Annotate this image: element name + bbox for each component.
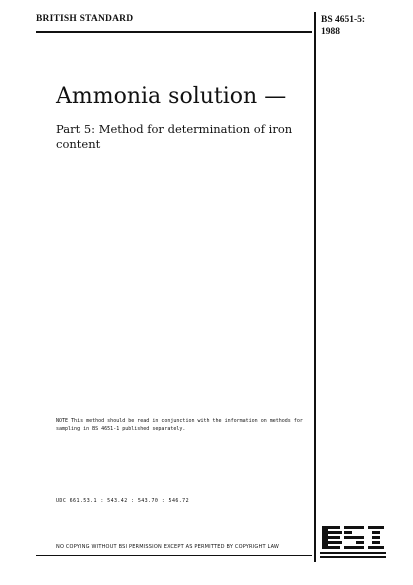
- bsi-logo: [320, 520, 386, 560]
- vertical-divider: [314, 12, 316, 562]
- udc-classification: UDC 661.53.1 : 543.42 : 543.70 : 546.72: [56, 498, 189, 504]
- document-subtitle: Part 5: Method for determination of iron content: [56, 122, 293, 151]
- standard-label: BRITISH STANDARD: [36, 14, 134, 24]
- bottom-divider: [36, 555, 312, 556]
- copyright-notice: NO COPYING WITHOUT BSI PERMISSION EXCEPT AS PERMITTED BY COPYRIGHT LAW: [56, 544, 280, 550]
- note-text: NOTE This method should be read in conjunction with the information on methods for sampling in BS 4651-1 published separately.: [56, 418, 303, 432]
- top-divider: [36, 31, 312, 33]
- document-title: Ammonia solution —: [56, 84, 287, 109]
- standard-number: BS 4651-5: 1988: [321, 15, 366, 37]
